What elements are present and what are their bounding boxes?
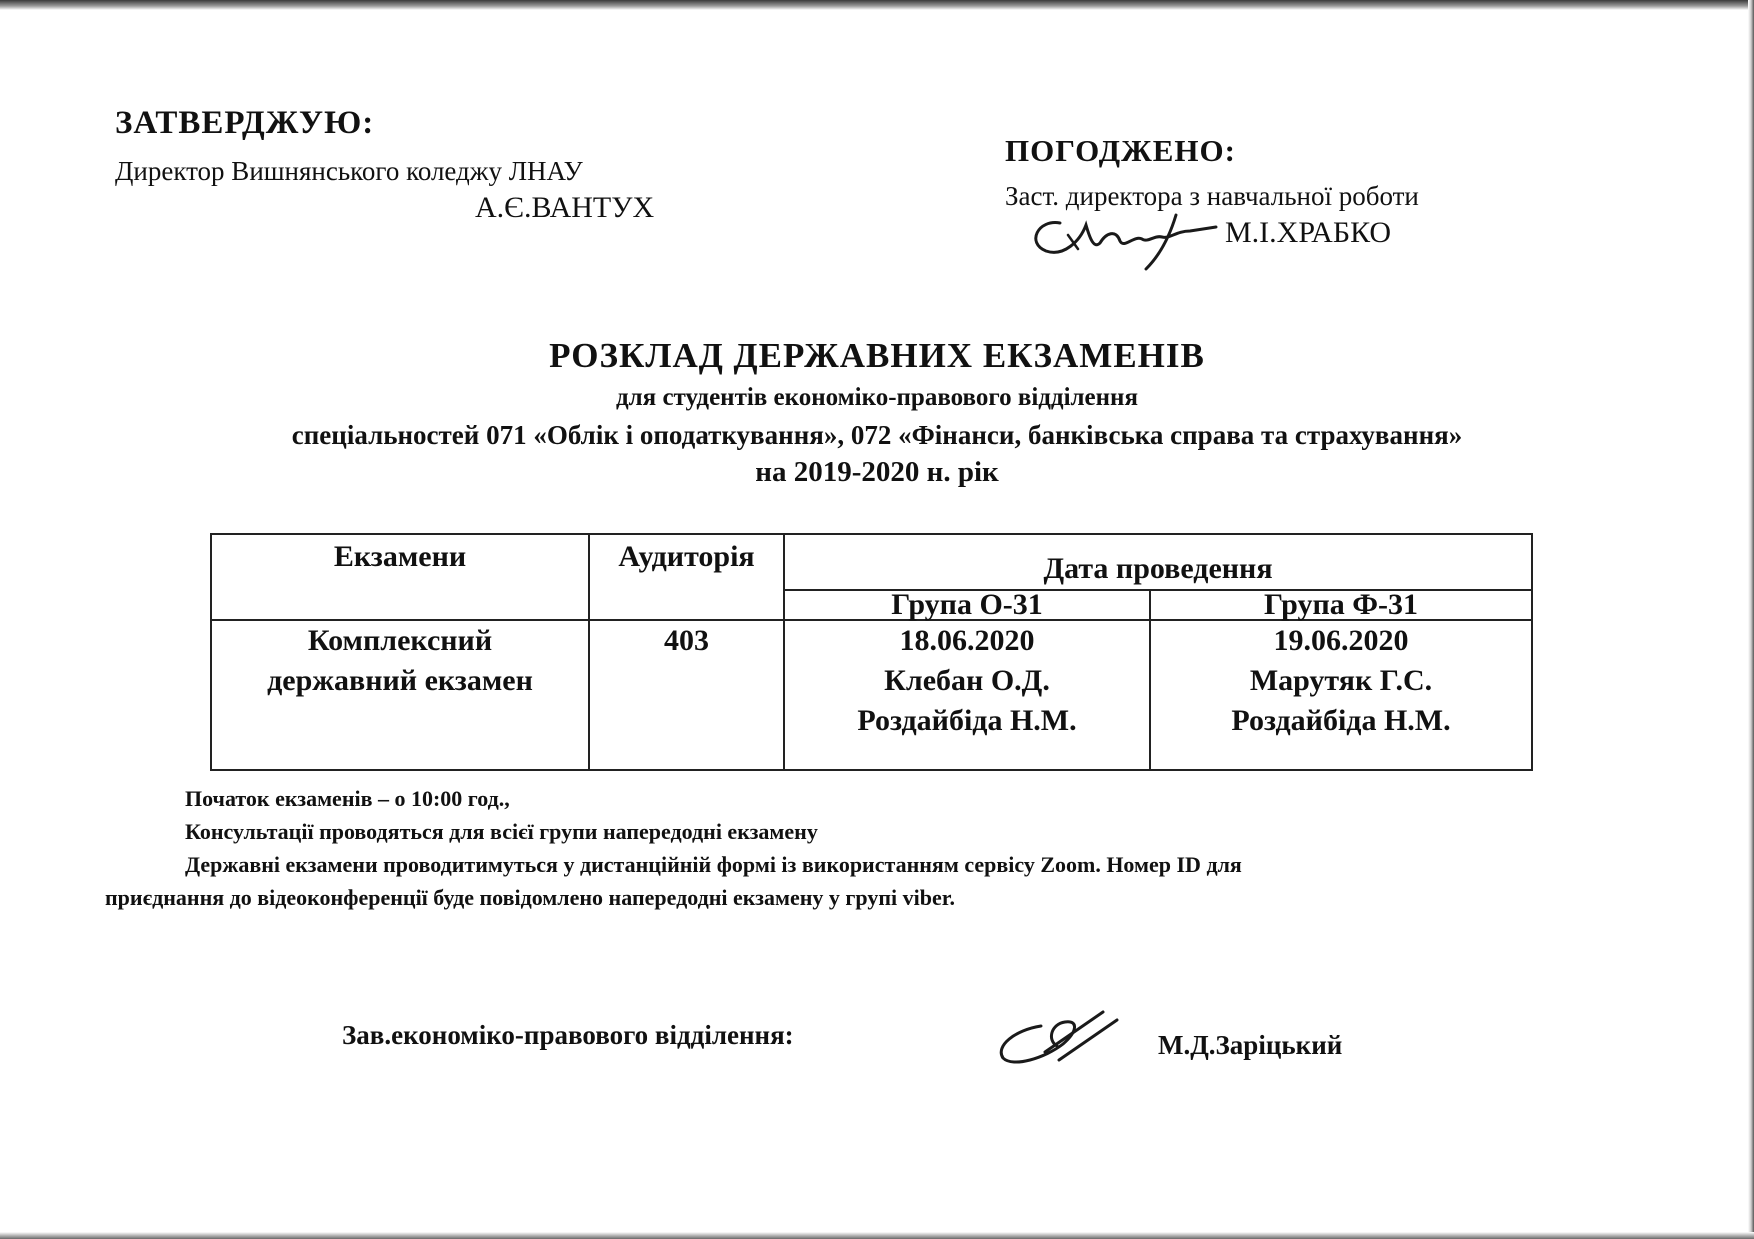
agreement-heading: ПОГОДЖЕНО: (1005, 133, 1236, 168)
cell-exam-name (211, 620, 589, 770)
agreement-position: Заст. директора з навчальної роботи (1005, 181, 1419, 211)
approval-name: А.Є.ВАНТУХ (475, 191, 655, 224)
g2-examiner2: Роздайбіда Н.М. (1231, 704, 1451, 737)
exam-name-line2: державний екзамен (267, 664, 533, 697)
scan-top-edge (0, 0, 1754, 10)
document-subtitle-specialties: спеціальностей 071 «Облік і оподаткування», 072 «Фінанси, банківська справа та страхування» (291, 420, 1463, 450)
approval-heading: ЗАТВЕРДЖУЮ: (115, 105, 375, 141)
cell-group-f31 (1150, 620, 1532, 770)
cell-group-o31 (784, 620, 1150, 770)
g1-examiner2: Роздайбіда Н.М. (857, 704, 1077, 737)
g2-date: 19.06.2020 (1273, 624, 1409, 657)
approval-position: Директор Вишнянського коледжу ЛНАУ (115, 156, 583, 186)
footer-name: М.Д.Заріцький (1158, 1030, 1343, 1060)
notes-block (105, 782, 1705, 914)
document-title: РОЗКЛАД ДЕРЖАВНИХ ЕКЗАМЕНІВ (549, 336, 1205, 375)
scan-right-edge (1748, 0, 1754, 1239)
head-signature-icon (985, 1000, 1125, 1072)
cell-auditorium: 403 (589, 620, 784, 770)
exam-name-line1: Комплексний (307, 624, 493, 657)
deputy-signature-icon (1020, 205, 1230, 275)
header-date: Дата проведення (784, 534, 1532, 590)
g1-examiner1: Клебан О.Д. (884, 664, 1050, 697)
note-zoom-line1: Державні екзамени проводитимуться у дистанційній формі із використанням сервісу Zoom. Номер ID для (185, 852, 1242, 877)
g1-date: 18.06.2020 (899, 624, 1035, 657)
document-subtitle-year: на 2019-2020 н. рік (755, 456, 999, 488)
table-row (211, 620, 1532, 770)
g2-examiner1: Марутяк Г.С. (1249, 664, 1433, 697)
approval-block (115, 105, 654, 225)
note-consultations: Консультації проводяться для всієї групи напередодні екзамену (185, 819, 818, 844)
note-start-time: Початок екзаменів – о 10:00 год., (185, 786, 510, 811)
header-group-o31: Група О-31 (784, 590, 1150, 620)
note-zoom-line2: приєднання до відеоконференції буде повідомлено напередодні екзамену у групі viber. (105, 885, 956, 910)
header-group-f31: Група Ф-31 (1150, 590, 1532, 620)
header-auditorium: Аудиторія (589, 534, 784, 620)
scan-bottom-edge (0, 1232, 1754, 1239)
agreement-name: М.І.ХРАБКО (1225, 216, 1391, 249)
exam-schedule-table (210, 533, 1531, 771)
header-exams: Екзамени (211, 534, 589, 620)
footer-position: Зав.економіко-правового відділення: (342, 1020, 794, 1050)
document-subtitle-department: для студентів економіко-правового відділення (616, 384, 1138, 411)
